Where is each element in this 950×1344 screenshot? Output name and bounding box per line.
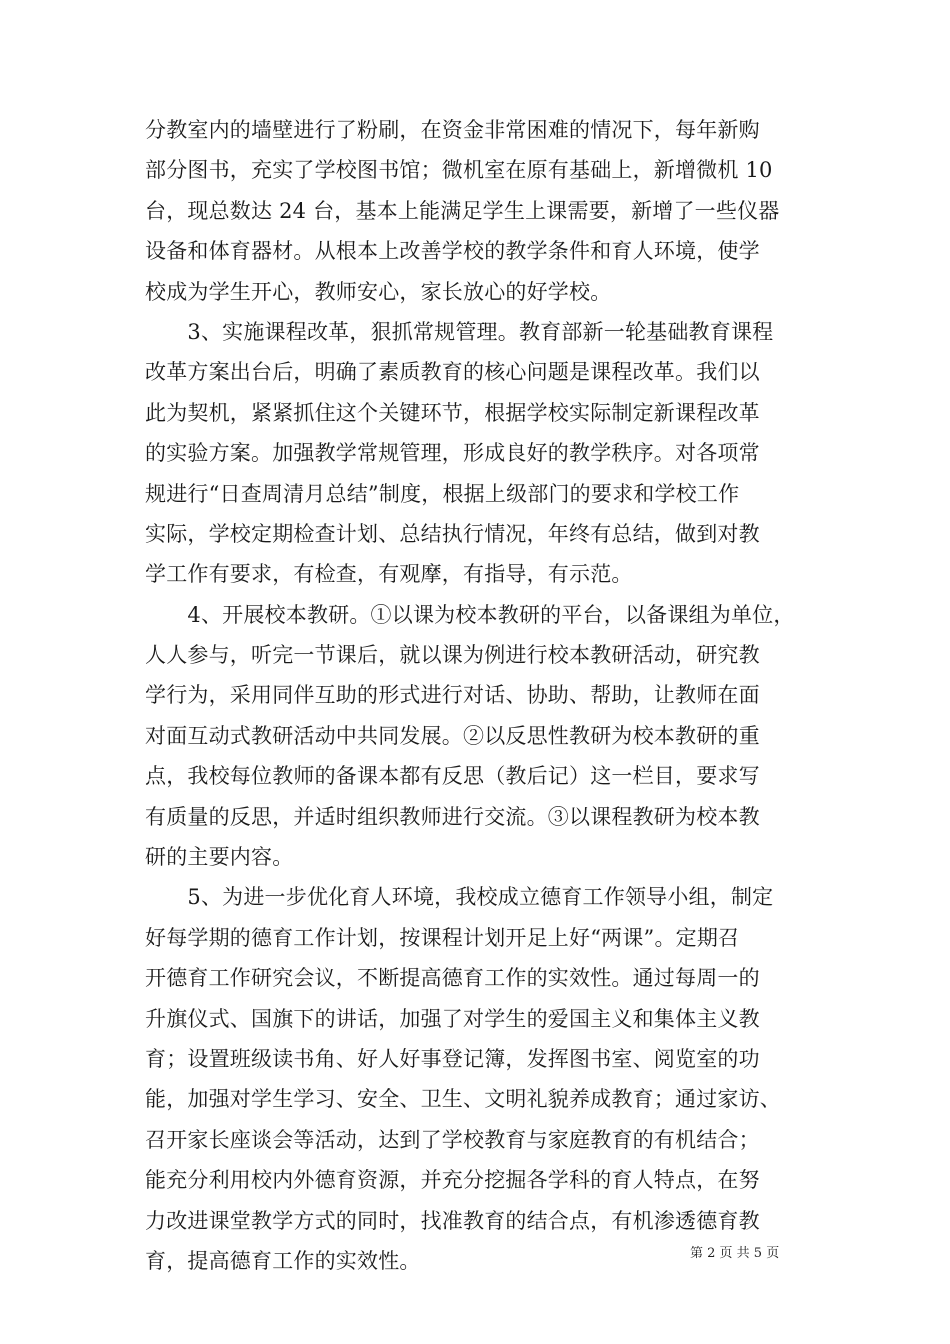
text-line: 升旗仪式、国旗下的讲话，加强了对学生的爱国主义和集体主义教	[145, 1006, 760, 1031]
text-line: 好每学期的德育工作计划，按课程计划开足上好“两课”。定期召	[145, 925, 740, 950]
text-line: 开德育工作研究会议，不断提高德育工作的实效性。通过每周一的	[145, 966, 760, 991]
text-line: 校成为学生开心，教师安心，家长放心的好学校。	[145, 279, 612, 304]
text-line: 点，我校每位教师的备课本都有反思（教后记）这一栏目，要求写	[145, 764, 760, 789]
text-line: 能，加强对学生学习、安全、卫生、文明礼貌养成教育；通过家访、	[145, 1087, 781, 1112]
text-line: 力改进课堂教学方式的同时，找准教育的结合点，有机渗透德育教	[145, 1208, 760, 1233]
text-line: 召开家长座谈会等活动，达到了学校教育与家庭教育的有机结合；	[145, 1127, 760, 1152]
text-line: 学行为，采用同伴互助的形式进行对话、协助、帮助，让教师在面	[145, 683, 760, 708]
text-line: 对面互动式教研活动中共同发展。②以反思性教研为校本教研的重	[145, 723, 760, 748]
paragraph-5-start: 5、为进一步优化育人环境，我校成立德育工作领导小组，制定	[145, 885, 774, 910]
text-line: 能充分利用校内外德育资源，并充分挖掘各学科的育人特点，在努	[145, 1168, 760, 1193]
text-line: 学工作有要求，有检查，有观摩，有指导，有示范。	[145, 562, 633, 587]
text-line: 台，现总数达 24 台，基本上能满足学生上课需要，新增了一些仪器	[145, 198, 780, 223]
text-line: 分教室内的墙壁进行了粉刷，在资金非常困难的情况下，每年新购	[145, 118, 760, 142]
text-line: 部分图书，充实了学校图书馆；微机室在原有基础上，新增微机 10	[145, 158, 773, 183]
text-line: 实际，学校定期检查计划、总结执行情况，年终有总结，做到对教	[145, 521, 760, 546]
text-line: 规进行“日查周清月总结”制度，根据上级部门的要求和学校工作	[145, 481, 740, 506]
paragraph-4-start: 4、开展校本教研。①以课为校本教研的平台，以备课组为单位，	[145, 602, 795, 627]
page-number-footer: 第 2 页 共 5 页	[690, 1246, 780, 1261]
text-line: 此为契机，紧紧抓住这个关键环节，根据学校实际制定新课程改革	[145, 400, 760, 425]
text-line: 改革方案出台后，明确了素质教育的核心问题是课程改革。我们以	[145, 360, 760, 385]
document-body	[145, 110, 810, 1281]
text-line: 育；设置班级读书角、好人好事登记簿，发挥图书室、阅览室的功	[145, 1046, 760, 1071]
text-line: 设备和体育器材。从根本上改善学校的教学条件和育人环境，使学	[145, 239, 760, 264]
text-line: 育，提高德育工作的实效性。	[145, 1248, 421, 1273]
text-line: 研的主要内容。	[145, 845, 294, 870]
text-line: 人人参与，听完一节课后，就以课为例进行校本教研活动，研究教	[145, 643, 760, 668]
text-line: 有质量的反思，并适时组织教师进行交流。③以课程教研为校本教	[145, 804, 760, 829]
text-line: 的实验方案。加强教学常规管理，形成良好的教学秩序。对各项常	[145, 441, 760, 466]
paragraph-3-start: 3、实施课程改革，狠抓常规管理。教育部新一轮基础教育课程	[145, 319, 774, 344]
